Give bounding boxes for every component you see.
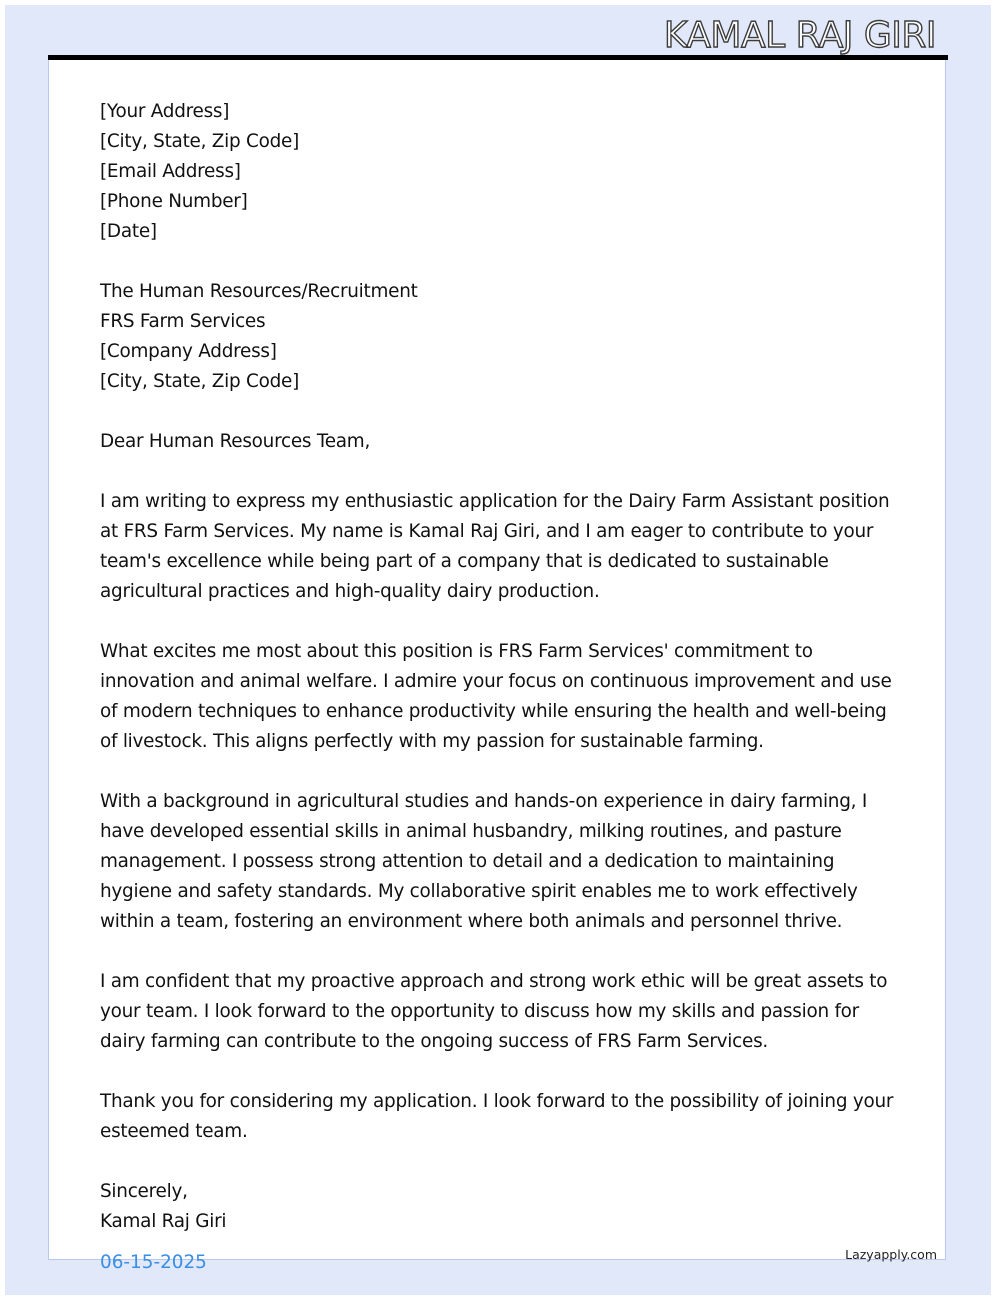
sender-address: [Your Address] [100,101,230,122]
sender-block [100,97,900,247]
recipient-address: [Company Address] [100,341,277,362]
body-paragraph: Thank you for considering my application. I look forward to the possibility of joining your esteemed team. [100,1091,894,1142]
body-paragraph: I am confident that my proactive approach and strong work ethic will be great assets to your team. I look forward to the opportunity to discuss how my skills and passion for dairy farming can contribute to the ongoing success of FRS Farm Services. [100,971,888,1052]
closing: Sincerely, [100,1181,188,1202]
salutation: Dear Human Resources Team, [100,431,371,452]
recipient-company: FRS Farm Services [100,311,266,332]
body-paragraph: What excites me most about this position is FRS Farm Services' commitment to innovation and animal welfare. I admire your focus on continuous improvement and use of modern techniques to enhance productivity while ensuring the health and well-being of livestock. This aligns perfectly with my passion for sustainable farming. [100,641,892,752]
sender-city-state-zip: [City, State, Zip Code] [100,131,300,152]
letter-body [100,97,900,1237]
recipient-block [100,277,900,397]
sender-date: [Date] [100,221,157,242]
header-name: KAMAL RAJ GIRI [663,15,936,56]
sender-phone: [Phone Number] [100,191,248,212]
body-paragraph: With a background in agricultural studies and hands-on experience in dairy farming, I have developed essential skills in animal husbandry, milking routines, and pasture management. I possess strong attention to detail and a dedication to maintaining hygiene and safety standards. My collaborative spirit enables me to work effectively within a team, fostering an environment where both animals and personnel thrive. [100,791,868,932]
recipient-department: The Human Resources/Recruitment [100,281,418,302]
footer-date: 06-15-2025 [100,1252,207,1273]
recipient-city-state-zip: [City, State, Zip Code] [100,371,300,392]
sender-email: [Email Address] [100,161,241,182]
body-paragraph: I am writing to express my enthusiastic application for the Dairy Farm Assistant position at FRS Farm Services. My name is Kamal Raj Giri, and I am eager to contribute to your team's excellence while being part of a company that is dedicated to sustainable agricultural practices and high-quality dairy production. [100,491,890,602]
watermark: Lazyapply.com [845,1247,937,1262]
signature-name: Kamal Raj Giri [100,1211,227,1232]
